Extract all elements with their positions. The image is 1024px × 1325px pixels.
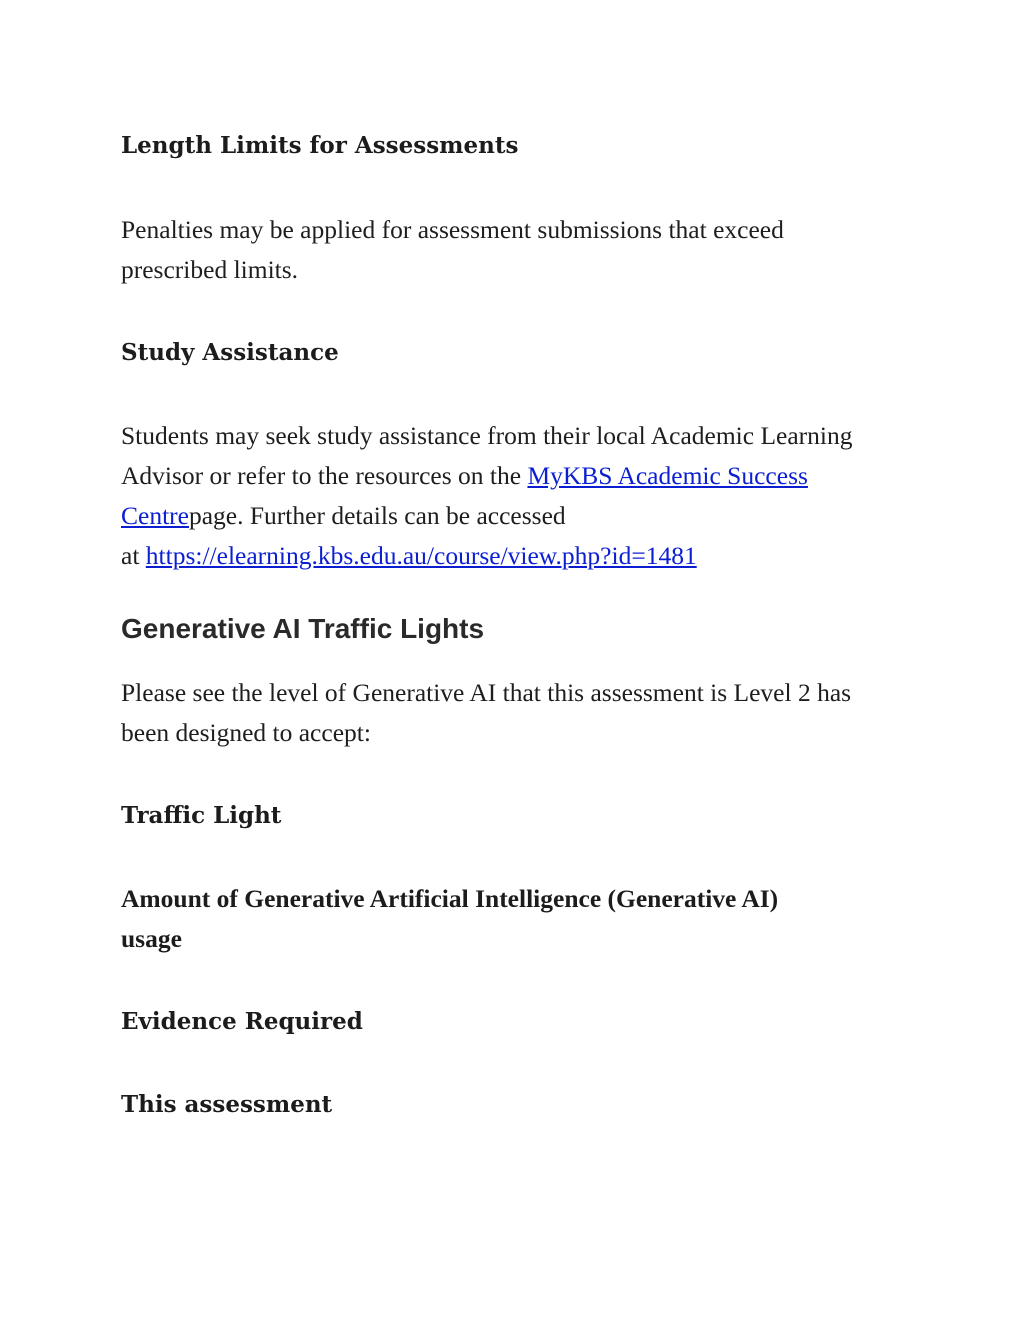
amount-line-1: Amount of Generative Artificial Intelligence (Generative AI): [121, 884, 779, 913]
academic-success-link-continued[interactable]: Centre: [121, 501, 189, 530]
evidence-required-heading: Evidence Required: [121, 1008, 363, 1035]
study-line-3-text: page. Further details can be accessed: [188, 501, 566, 530]
length-limits-heading: Length Limits for Assessments: [121, 132, 519, 159]
amount-heading: [121, 879, 778, 959]
study-assistance-heading: Study Assistance: [121, 339, 339, 366]
study-line-2: [121, 456, 853, 496]
study-line-4-prefix: at: [121, 541, 146, 570]
study-line-4: [121, 536, 853, 576]
amount-line-2: usage: [121, 924, 182, 953]
study-assistance-paragraph: [121, 416, 853, 576]
penalties-line-2: prescribed limits.: [121, 255, 299, 284]
academic-success-link[interactable]: MyKBS Academic Success: [527, 461, 808, 490]
generative-ai-paragraph: [121, 673, 851, 753]
traffic-light-heading: Traffic Light: [121, 802, 282, 829]
generative-ai-heading: Generative AI Traffic Lights: [121, 613, 485, 644]
this-assessment-heading: This assessment: [121, 1091, 333, 1118]
study-line-2-text: Advisor or refer to the resources on the: [121, 461, 528, 490]
study-line-3: [121, 496, 853, 536]
penalties-paragraph: [121, 210, 784, 290]
genai-line-2: been designed to accept:: [121, 718, 371, 747]
study-line-1: Students may seek study assistance from their local Academic Learning: [121, 421, 853, 450]
genai-line-1: Please see the level of Generative AI that this assessment is Level 2 has: [121, 678, 852, 707]
elearning-url-link[interactable]: https://elearning.kbs.edu.au/course/view.php?id=1481: [145, 541, 697, 570]
penalties-line-1: Penalties may be applied for assessment submissions that exceed: [121, 215, 784, 244]
